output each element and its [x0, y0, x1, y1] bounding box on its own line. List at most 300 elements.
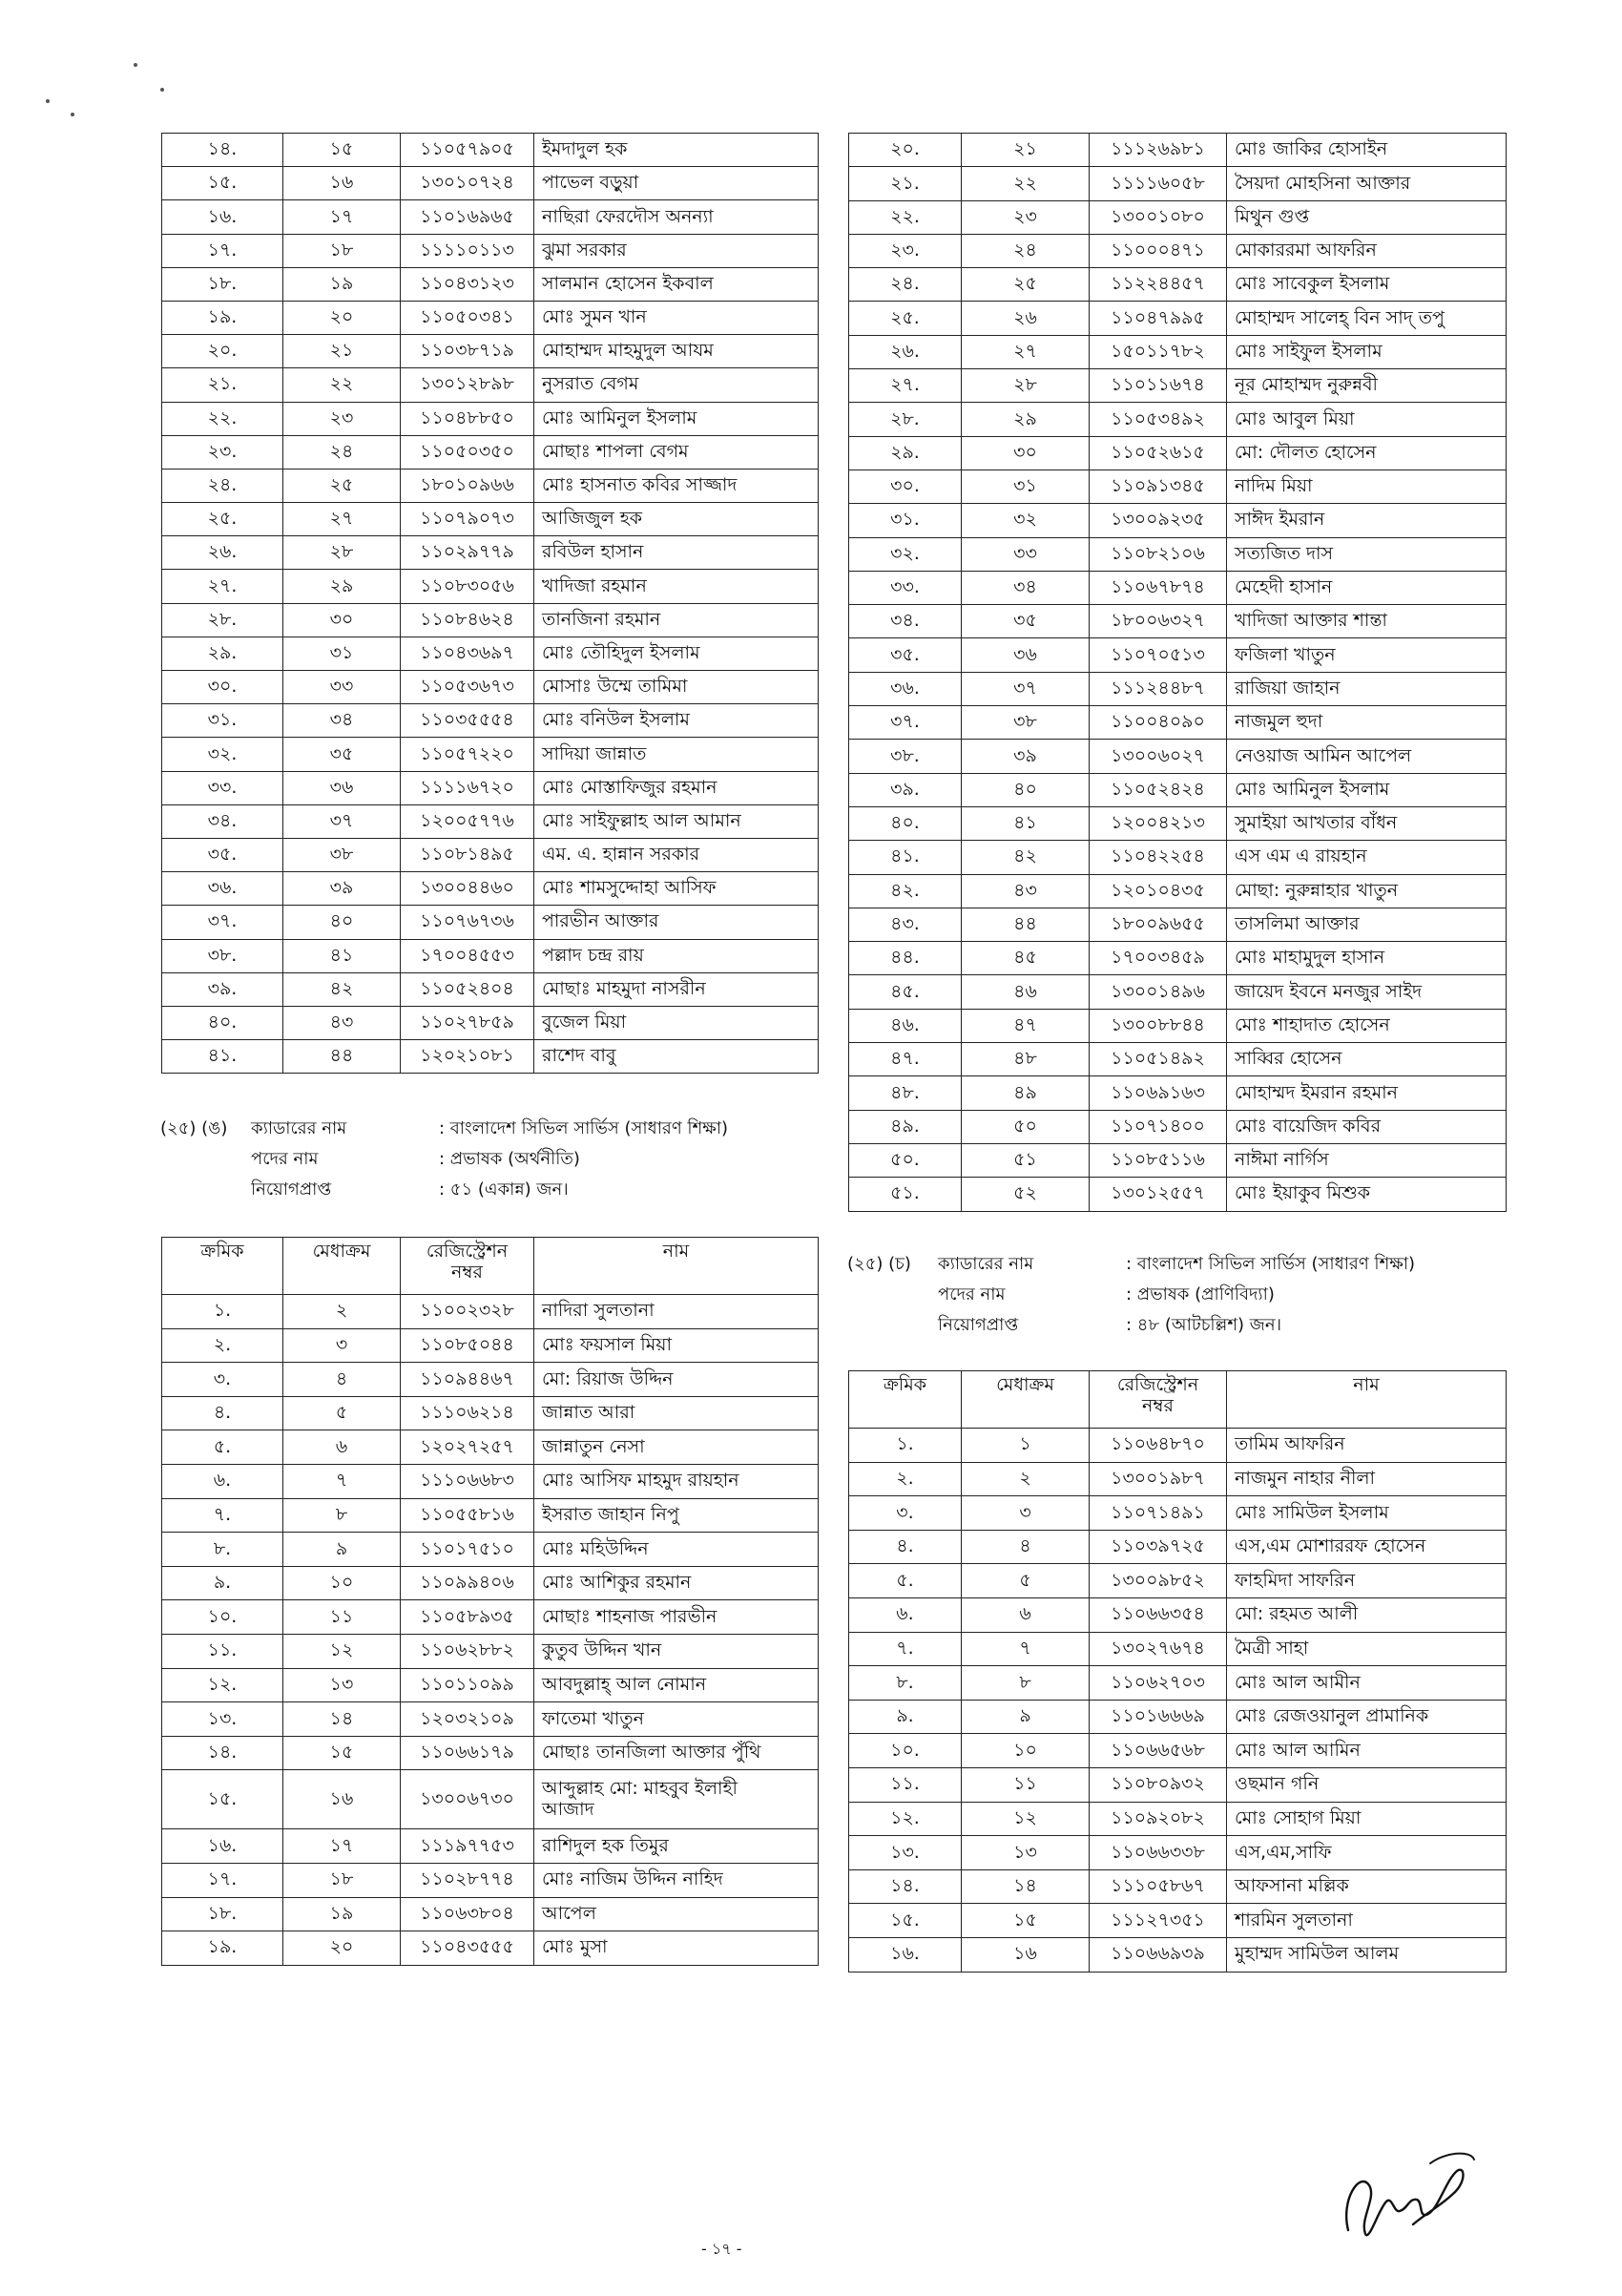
- name-cell: তাসলিমা আক্তার: [1227, 908, 1507, 941]
- post-label: পদের নাম: [938, 1284, 1006, 1305]
- serial-cell: ১৭.: [162, 234, 283, 267]
- serial-cell: ১০.: [849, 1734, 962, 1768]
- registration-cell: ১১০৬৬৩৫৪: [1090, 1597, 1227, 1632]
- name-cell: মোঃ রেজওয়ানুল প্রামানিক: [1227, 1700, 1507, 1734]
- name-cell: এম. এ. হান্নান সরকার: [534, 838, 819, 871]
- name-cell: মোঃ আল আমিন: [1227, 1734, 1507, 1768]
- table-row: [162, 1464, 819, 1498]
- table-row: [162, 1931, 819, 1966]
- merit-cell: ২১: [962, 134, 1090, 167]
- merit-cell: ৪৪: [962, 908, 1090, 941]
- merit-cell: ১১: [962, 1767, 1090, 1802]
- serial-cell: ২০.: [162, 335, 283, 368]
- table-row: [849, 874, 1507, 908]
- registration-cell: ১১০১৬৯৬৫: [401, 200, 534, 234]
- table-row: [849, 1143, 1507, 1177]
- table-row: [849, 1904, 1507, 1938]
- table-row: [162, 469, 819, 502]
- serial-cell: ৪৩.: [849, 908, 962, 941]
- name-cell: মোঃ মোস্তাফিজুর রহমান: [534, 771, 819, 804]
- table-row: [849, 1836, 1507, 1870]
- appointed-label: নিয়োগপ্রাপ্ত: [251, 1179, 332, 1200]
- name-cell: মোঃ মুসা: [534, 1931, 819, 1966]
- serial-cell: ২৭.: [162, 570, 283, 603]
- table-row: [162, 200, 819, 234]
- name-cell: ফাহমিদা সাফরিন: [1227, 1564, 1507, 1598]
- merit-cell: ৫১: [962, 1143, 1090, 1177]
- table-row: [849, 1110, 1507, 1143]
- serial-cell: ১৪.: [849, 1869, 962, 1904]
- serial-cell: ৫.: [162, 1430, 283, 1465]
- merit-cell: ১৬: [962, 1937, 1090, 1972]
- name-cell: মোছাঃ মাহমুদা নাসরীন: [534, 972, 819, 1006]
- registration-cell: ১১০৫২৪০৪: [401, 972, 534, 1006]
- registration-cell: ১৭০০৪৫৫৩: [401, 939, 534, 972]
- registration-cell: ১১০৫৮৯৩৫: [401, 1600, 534, 1635]
- serial-cell: ১০.: [162, 1600, 283, 1635]
- name-cell: শারমিন সুলতানা: [1227, 1904, 1507, 1938]
- merit-cell: ৩৮: [962, 706, 1090, 740]
- registration-cell: ১৩০০৯৮৫২: [1090, 1564, 1227, 1598]
- table-row: [849, 1869, 1507, 1904]
- table-row: [849, 1802, 1507, 1836]
- name-cell: এস,এম,সাফি: [1227, 1836, 1507, 1870]
- table-row: [849, 571, 1507, 604]
- name-cell: সত্যজিত দাস: [1227, 537, 1507, 571]
- merit-cell: ৩: [962, 1496, 1090, 1531]
- registration-cell: ১১০৯১৩৪৫: [1090, 470, 1227, 503]
- serial-cell: ৪.: [849, 1530, 962, 1564]
- serial-cell: ৩১.: [162, 704, 283, 738]
- name-cell: রাজিয়া জাহান: [1227, 672, 1507, 705]
- serial-cell: ৩৪.: [162, 804, 283, 838]
- table-row: [162, 335, 819, 368]
- name-cell: নাজমুন নাহার নীলা: [1227, 1462, 1507, 1496]
- merit-cell: ৫: [283, 1396, 401, 1430]
- table-row: [162, 1363, 819, 1397]
- registration-cell: ১৫০১১৭৮২: [1090, 335, 1227, 368]
- table-row: [849, 672, 1507, 705]
- merit-cell: ৪৪: [283, 1040, 401, 1074]
- merit-cell: ৮: [283, 1498, 401, 1533]
- table-row: [849, 1937, 1507, 1972]
- name-cell: মোঃ মাহামুদুল হাসান: [1227, 942, 1507, 975]
- table-row: [162, 804, 819, 838]
- table-row: [162, 1829, 819, 1864]
- table-row: [849, 806, 1507, 840]
- merit-cell: ৩৩: [283, 671, 401, 704]
- serial-cell: ১৬.: [162, 200, 283, 234]
- merit-cell: ২: [962, 1462, 1090, 1496]
- table-row: [849, 470, 1507, 503]
- header-registration-line2: নম্বর: [451, 1261, 483, 1283]
- table-row: [162, 234, 819, 267]
- merit-cell: ৪১: [962, 806, 1090, 840]
- table-row: [162, 872, 819, 906]
- registration-cell: ১১০৬৬৫৬৮: [1090, 1734, 1227, 1768]
- merit-cell: ৪৬: [962, 975, 1090, 1009]
- serial-cell: ২৩.: [849, 234, 962, 267]
- table-row: [849, 1530, 1507, 1564]
- merit-cell: ১০: [283, 1566, 401, 1600]
- table-row: [162, 301, 819, 334]
- serial-cell: ২৬.: [849, 335, 962, 368]
- merit-cell: ৯: [283, 1533, 401, 1567]
- serial-cell: ১৫.: [849, 1904, 962, 1938]
- merit-cell: ১৩: [962, 1836, 1090, 1870]
- table-row: [162, 939, 819, 972]
- table-row: [162, 1863, 819, 1897]
- name-cell: মোঃ হাসনাত কবির সাজ্জাদ: [534, 469, 819, 502]
- serial-cell: ৬.: [849, 1597, 962, 1632]
- registration-cell: ১১০৮১৪৯৫: [401, 838, 534, 871]
- registration-cell: ১১০২৯৭৭৯: [401, 536, 534, 570]
- merit-cell: ২২: [962, 167, 1090, 200]
- registration-cell: ১৩০০৯২৩৫: [1090, 504, 1227, 537]
- cadre-label: ক্যাডারের নাম: [938, 1254, 1034, 1274]
- name-cell: মৈত্রী সাহা: [1227, 1632, 1507, 1666]
- registration-cell: ১১০৮৩০৫৬: [401, 570, 534, 603]
- serial-cell: ৮.: [849, 1666, 962, 1701]
- merit-table-left-continued: [161, 133, 819, 1074]
- registration-cell: ১১০৬২৮৮২: [401, 1634, 534, 1668]
- registration-cell: ১১০৫৩৪৯২: [1090, 403, 1227, 436]
- registration-cell: ১১০৬৯১৬৩: [1090, 1076, 1227, 1110]
- merit-cell: ১৩: [283, 1668, 401, 1702]
- registration-cell: ১১০৮২১০৬: [1090, 537, 1227, 571]
- table-row: [849, 1700, 1507, 1734]
- header-registration-line1: রেজিস্ট্রেশন: [1116, 1374, 1199, 1395]
- merit-cell: ৩৬: [283, 771, 401, 804]
- serial-cell: ৩৩.: [849, 571, 962, 604]
- registration-cell: ১১০৭৯০৭৩: [401, 503, 534, 536]
- serial-cell: ১১.: [849, 1767, 962, 1802]
- name-cell: আজিজুল হক: [534, 503, 819, 536]
- merit-table-zoology: [848, 1370, 1507, 1972]
- table-row: [849, 200, 1507, 234]
- registration-cell: ১১১০৬৬৮৩: [401, 1464, 534, 1498]
- table-row: [849, 1564, 1507, 1598]
- serial-cell: ১৯.: [162, 301, 283, 334]
- merit-cell: ১৪: [283, 1702, 401, 1737]
- merit-cell: ৪৭: [962, 1009, 1090, 1042]
- registration-cell: ১২০২৭২৫৭: [401, 1430, 534, 1465]
- serial-cell: ১৮.: [162, 267, 283, 301]
- merit-cell: ২৬: [962, 302, 1090, 335]
- header-registration-line2: নম্বর: [1142, 1394, 1174, 1416]
- merit-cell: ২৩: [962, 200, 1090, 234]
- table-row: [162, 435, 819, 469]
- registration-cell: ১১০৬৬১৭৯: [401, 1736, 534, 1770]
- registration-cell: ১১০৪৮৮৫০: [401, 402, 534, 435]
- table-row: [849, 975, 1507, 1009]
- registration-cell: ১১১২৪৪৮৭: [1090, 672, 1227, 705]
- name-cell: জান্নাত আরা: [534, 1396, 819, 1430]
- registration-cell: ১২০১০৪৩৫: [1090, 874, 1227, 908]
- name-cell: মোছা: নুরুন্নাহার খাতুন: [1227, 874, 1507, 908]
- name-cell: মিথুন গুপ্ত: [1227, 200, 1507, 234]
- merit-cell: ৩৫: [283, 738, 401, 771]
- table-row: [849, 1666, 1507, 1701]
- registration-cell: ১৩০১২৫৫৭: [1090, 1178, 1227, 1211]
- registration-cell: ১১০৫০৩৫০: [401, 435, 534, 469]
- merit-cell: ৪০: [283, 906, 401, 939]
- appointed-value: : ৪৮ (আটচল্লিশ) জন।: [1126, 1315, 1282, 1335]
- serial-cell: ৪১.: [849, 841, 962, 874]
- table-row: [849, 773, 1507, 806]
- header-merit: মেধাক্রম: [283, 1238, 401, 1295]
- serial-cell: ৪৬.: [849, 1009, 962, 1042]
- registration-cell: ১১০৭০৫১৩: [1090, 638, 1227, 672]
- registration-cell: ১১০১৬৬৬৯: [1090, 1700, 1227, 1734]
- table-row: [849, 1429, 1507, 1463]
- merit-cell: ৪২: [283, 972, 401, 1006]
- merit-cell: ১৭: [283, 200, 401, 234]
- name-cell: মোছাঃ শাহনাজ পারভীন: [534, 1600, 819, 1635]
- serial-cell: ১৫.: [162, 167, 283, 200]
- name-cell: মোঃ আবুল মিয়া: [1227, 403, 1507, 436]
- name-cell: ইসরাত জাহান নিপু: [534, 1498, 819, 1533]
- merit-cell: ১১: [283, 1600, 401, 1635]
- serial-cell: ৪৪.: [849, 942, 962, 975]
- table-row: [162, 704, 819, 738]
- post-label: পদের নাম: [251, 1149, 319, 1169]
- serial-cell: ৮.: [162, 1533, 283, 1567]
- serial-cell: ২৩.: [162, 435, 283, 469]
- appointed-value: : ৫১ (একান্ন) জন।: [439, 1179, 569, 1200]
- registration-cell: ১১০৩৮৭১৯: [401, 335, 534, 368]
- name-cell: [534, 1770, 819, 1829]
- name-cell: মোসাঃ উম্মে তামিমা: [534, 671, 819, 704]
- table-row: [162, 1736, 819, 1770]
- name-cell: মো: দৌলত হোসেন: [1227, 436, 1507, 470]
- table-row: [849, 1178, 1507, 1211]
- serial-cell: ৬.: [162, 1464, 283, 1498]
- serial-cell: ৪.: [162, 1396, 283, 1430]
- table-row: [162, 838, 819, 871]
- name-cell: মোকাররমা আফরিন: [1227, 234, 1507, 267]
- merit-cell: ১৬: [283, 167, 401, 200]
- serial-cell: ১৩.: [162, 1702, 283, 1737]
- registration-cell: ১১০৭১৪৯১: [1090, 1496, 1227, 1531]
- name-cell: আপেল: [534, 1897, 819, 1931]
- merit-cell: ৬: [962, 1597, 1090, 1632]
- merit-cell: ৪৩: [283, 1006, 401, 1039]
- merit-cell: ২১: [283, 335, 401, 368]
- serial-cell: ৩৮.: [162, 939, 283, 972]
- name-cell: নাদিরা সুলতানা: [534, 1295, 819, 1329]
- merit-cell: ৩৯: [283, 872, 401, 906]
- scan-speck: [71, 113, 74, 116]
- name-cell: মোঃ সাইফুল্লাহ আল আমান: [534, 804, 819, 838]
- serial-cell: ২৪.: [162, 469, 283, 502]
- post-value: : প্রভাষক (অর্থনীতি): [439, 1149, 580, 1169]
- merit-cell: ২৭: [962, 335, 1090, 368]
- appointed-label: নিয়োগপ্রাপ্ত: [938, 1315, 1019, 1335]
- name-cell: ফাতেমা খাতুন: [534, 1702, 819, 1737]
- registration-cell: ১১১৯৭৭৫৩: [401, 1829, 534, 1864]
- table-row: [849, 1734, 1507, 1768]
- table-row: [849, 1632, 1507, 1666]
- table-row: [849, 1043, 1507, 1076]
- serial-cell: ৫১.: [849, 1178, 962, 1211]
- table-row: [162, 570, 819, 603]
- merit-cell: ৫২: [962, 1178, 1090, 1211]
- serial-cell: ১১.: [162, 1634, 283, 1668]
- merit-cell: ৩৩: [962, 537, 1090, 571]
- registration-cell: ১১০৮৫১১৬: [1090, 1143, 1227, 1177]
- registration-cell: ১১০৩৫৫৫৪: [401, 704, 534, 738]
- table-row: [849, 908, 1507, 941]
- merit-cell: ৩৮: [283, 838, 401, 871]
- registration-cell: ১৩০১০৭২৪: [401, 167, 534, 200]
- registration-cell: ১১০৪৩৬৯৭: [401, 637, 534, 670]
- merit-cell: ৪১: [283, 939, 401, 972]
- registration-cell: ১১০১১০৯৯: [401, 1668, 534, 1702]
- serial-cell: ২৯.: [849, 436, 962, 470]
- name-cell: নূর মোহাম্মদ নুরুন্নবী: [1227, 369, 1507, 403]
- merit-cell: ২: [283, 1295, 401, 1329]
- serial-cell: ৪৯.: [849, 1110, 962, 1143]
- serial-cell: ১৮.: [162, 1897, 283, 1931]
- merit-cell: ১৫: [283, 1736, 401, 1770]
- registration-cell: ১১০৬৭৮৭৪: [1090, 571, 1227, 604]
- registration-cell: ১১০৫৭৯০৫: [401, 134, 534, 167]
- registration-cell: ১১০৬২৭০৩: [1090, 1666, 1227, 1701]
- serial-cell: ৩৭.: [849, 706, 962, 740]
- registration-cell: ১১০২৭৮৫৯: [401, 1006, 534, 1039]
- serial-cell: ৪৭.: [849, 1043, 962, 1076]
- table-row: [162, 167, 819, 200]
- merit-cell: ৭: [962, 1632, 1090, 1666]
- name-cell: ঝুমা সরকার: [534, 234, 819, 267]
- merit-cell: ১৪: [962, 1869, 1090, 1904]
- registration-cell: ১১০৯২০৮২: [1090, 1802, 1227, 1836]
- registration-cell: ১১০৪২২৫৪: [1090, 841, 1227, 874]
- post-value: : প্রভাষক (প্রাণিবিদ্যা): [1126, 1284, 1275, 1305]
- name-cell: মোঃ শামসুদ্দোহা আসিফ: [534, 872, 819, 906]
- merit-cell: ৩০: [962, 436, 1090, 470]
- merit-cell: ১২: [283, 1634, 401, 1668]
- registration-cell: ১১০৫৩৬৭৩: [401, 671, 534, 704]
- table-row: [162, 1668, 819, 1702]
- name-cell: খাদিজা আক্তার শান্তা: [1227, 605, 1507, 638]
- table-row: [849, 335, 1507, 368]
- name-cell: জায়েদ ইবনে মনজুর সাইদ: [1227, 975, 1507, 1009]
- table-row: [849, 302, 1507, 335]
- serial-cell: ২.: [849, 1462, 962, 1496]
- serial-cell: ২০.: [849, 134, 962, 167]
- serial-cell: ২৫.: [849, 302, 962, 335]
- registration-cell: ১১০৫২৬১৫: [1090, 436, 1227, 470]
- merit-cell: ৩৭: [283, 804, 401, 838]
- name-cell: আফসানা মল্লিক: [1227, 1869, 1507, 1904]
- merit-cell: ৯: [962, 1700, 1090, 1734]
- serial-cell: ২৬.: [162, 536, 283, 570]
- merit-cell: ৫০: [962, 1110, 1090, 1143]
- registration-cell: ১১০৭৬৭৩৬: [401, 906, 534, 939]
- serial-cell: ৪০.: [849, 806, 962, 840]
- serial-cell: ৩৬.: [849, 672, 962, 705]
- registration-cell: ১২০০৫৭৭৬: [401, 804, 534, 838]
- merit-cell: ৩৪: [283, 704, 401, 738]
- table-header-row: [849, 1371, 1507, 1429]
- serial-cell: ৩৮.: [849, 740, 962, 773]
- name-cell: মোঃ বায়েজিদ কবির: [1227, 1110, 1507, 1143]
- name-cell: মো: রহমত আলী: [1227, 1597, 1507, 1632]
- serial-cell: ৩৯.: [162, 972, 283, 1006]
- table-row: [849, 167, 1507, 200]
- table-row: [162, 368, 819, 402]
- merit-cell: ১৮: [283, 1863, 401, 1897]
- name-cell: মোহাম্মদ সালেহ্ বিন সাদ্ তপু: [1227, 302, 1507, 335]
- serial-cell: ১৬.: [849, 1937, 962, 1972]
- serial-cell: ১৪.: [162, 1736, 283, 1770]
- serial-cell: ৩৭.: [162, 906, 283, 939]
- serial-cell: ১৩.: [849, 1836, 962, 1870]
- serial-cell: ২৮.: [162, 603, 283, 637]
- merit-table-right-continued: [848, 133, 1507, 1212]
- table-row: [162, 671, 819, 704]
- registration-cell: ১১০০৪০৯০: [1090, 706, 1227, 740]
- table-row: [849, 1009, 1507, 1042]
- serial-cell: ২১.: [162, 368, 283, 402]
- merit-cell: ৪২: [962, 841, 1090, 874]
- serial-cell: ৩৫.: [849, 638, 962, 672]
- registration-cell: ১১১১৬০৫৮: [1090, 167, 1227, 200]
- merit-cell: ১২: [962, 1802, 1090, 1836]
- serial-cell: ৩.: [849, 1496, 962, 1531]
- table-row: [162, 1006, 819, 1039]
- table-row: [162, 771, 819, 804]
- name-cell: মো: রিয়াজ উদ্দিন: [534, 1363, 819, 1397]
- name-cell: নুসরাত বেগম: [534, 368, 819, 402]
- merit-cell: ৪৫: [962, 942, 1090, 975]
- name-cell: মোঃ সামিউল ইসলাম: [1227, 1496, 1507, 1531]
- registration-cell: ১৩০০১৪৯৬: [1090, 975, 1227, 1009]
- registration-cell: ১৩০০৬০২৭: [1090, 740, 1227, 773]
- table-row: [162, 1897, 819, 1931]
- section-number: (২৫) (ঙ): [160, 1118, 228, 1138]
- serial-cell: ৩৩.: [162, 771, 283, 804]
- registration-cell: ১১১২৬৯৮১: [1090, 134, 1227, 167]
- name-cell: মোঃ মহিউদ্দিন: [534, 1533, 819, 1567]
- name-cell: নাদিম মিয়া: [1227, 470, 1507, 503]
- name-cell: এস এম এ রায়হান: [1227, 841, 1507, 874]
- name-cell: তানজিনা রহমান: [534, 603, 819, 637]
- cadre-label: ক্যাডারের নাম: [251, 1118, 347, 1138]
- serial-cell: ২.: [162, 1328, 283, 1363]
- table-row: [162, 1040, 819, 1074]
- name-cell: নাছিরা ফেরদৌস অনন্যা: [534, 200, 819, 234]
- name-cell: এস,এম মোশাররফ হোসেন: [1227, 1530, 1507, 1564]
- serial-cell: ১৫.: [162, 1770, 283, 1829]
- name-cell: মোঃ নাজিম উদ্দিন নাহিদ: [534, 1863, 819, 1897]
- registration-cell: ১৮০১০৯৬৬: [401, 469, 534, 502]
- name-cell: মোঃ আল আমীন: [1227, 1666, 1507, 1701]
- registration-cell: ১২০৩২১০৯: [401, 1702, 534, 1737]
- serial-cell: ৩২.: [849, 537, 962, 571]
- name-cell: খাদিজা রহমান: [534, 570, 819, 603]
- merit-cell: ২৪: [283, 435, 401, 469]
- name-cell: মোঃ আমিনুল ইসলাম: [534, 402, 819, 435]
- table-row: [849, 740, 1507, 773]
- table-row: [162, 134, 819, 167]
- merit-cell: ৩: [283, 1328, 401, 1363]
- cadre-caption-zoology: [847, 1250, 1506, 1355]
- registration-cell: ১১০৬৬৩৩৮: [1090, 1836, 1227, 1870]
- registration-cell: ১৩০০৪৪৬০: [401, 872, 534, 906]
